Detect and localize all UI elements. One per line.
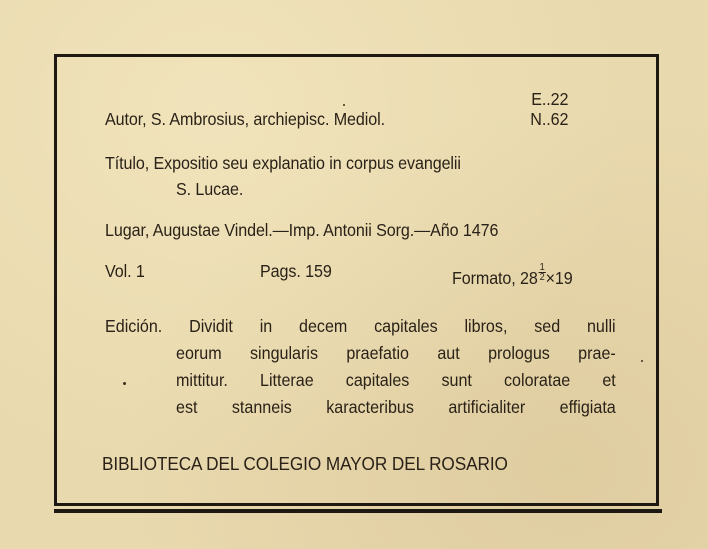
volume-label: Vol. 1 xyxy=(105,261,145,281)
paper-speck xyxy=(641,360,643,362)
titulo-line-1: Título, Expositio seu explanatio in corpus evangelii xyxy=(105,153,461,173)
pages-label: Pags. 159 xyxy=(260,261,332,281)
format-text: Formato, 28 xyxy=(452,268,538,288)
edicion-line-1: Edición. Dividit in decem capitales libros, sed nulli xyxy=(105,316,616,336)
shelf-code-e: E..22 xyxy=(530,89,568,109)
autor-line: Autor, S. Ambrosius, archiepisc. Mediol. xyxy=(105,109,385,129)
library-footer: BIBLIOTECA DEL COLEGIO MAYOR DEL ROSARIO xyxy=(102,453,508,474)
edicion-line-3: mittitur. Litterae capitales sunt coloratae et xyxy=(176,370,616,390)
format-tail: ×19 xyxy=(545,268,573,288)
format-fraction: $\frac{1}{2}$ xyxy=(539,262,545,283)
titulo-line-2: S. Lucae. xyxy=(176,179,244,199)
format-label xyxy=(452,263,573,288)
lugar-line: Lugar, Augustae Vindel.—Imp. Antonii Sorg.—Año 1476 xyxy=(105,220,499,240)
paper-speck xyxy=(123,382,126,385)
shelf-code-n: N..62 xyxy=(529,109,568,129)
edicion-line-4: est stanneis karacteribus artificialiter effigiata xyxy=(176,397,616,417)
edicion-line-2: eorum singularis praefatio aut prologus prae- xyxy=(176,343,616,363)
frame-underline xyxy=(54,509,662,513)
paper-speck xyxy=(343,104,345,106)
